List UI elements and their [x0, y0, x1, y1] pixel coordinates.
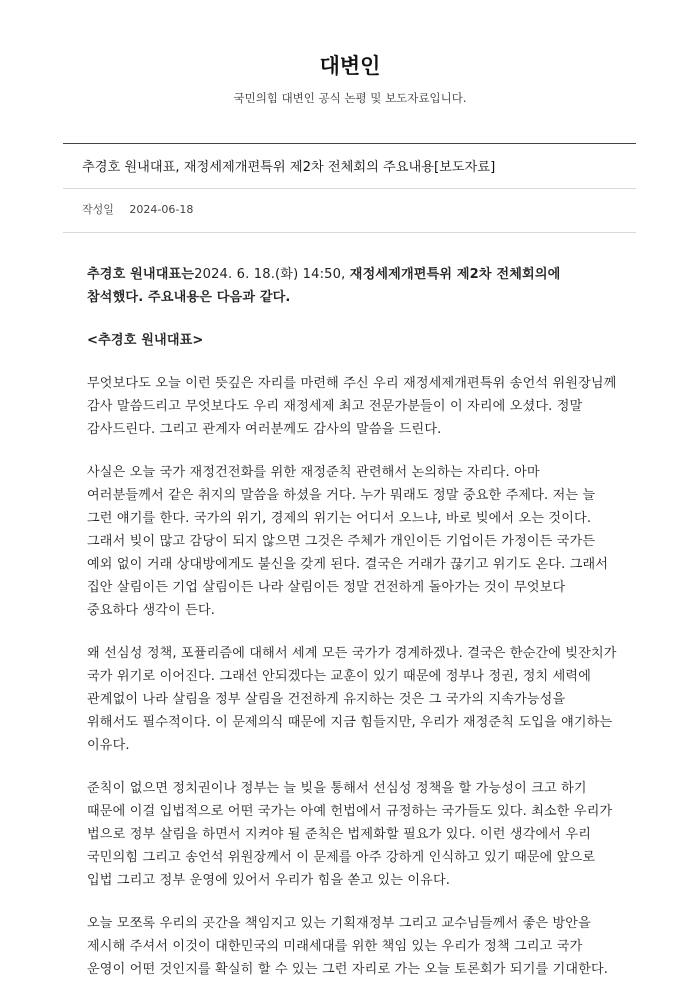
body-paragraph: 사실은 오늘 국가 재정건전화를 위한 재정준칙 관련해서 논의하는 자리다. 아마 여러분들께서 같은 취지의 말씀을 하셨을 거다. 누가 뭐래도 정말 중요한 주제다. 저는 늘 그런 얘기를 한다. 국가의 위기, 경제의 위기는 어디서 오느냐, 바로 빚에서 오는 것이다. 그래서 빚이 많고 감당이 되지 않으면 그것은 주체가 개인이든 기업이든 가정이든 국가든 예외 없이 거래 상대방에게도 불신을 갖게 된다. 결국은 거래가 끊기고 위기도 온다. 그래서 집안 살림이든 기업 살림이든 나라 살림이든 정말 건전하게 돌아가는 것이 무엇보다 중요하다 생각이 든다. [87, 465, 609, 618]
lead-paragraph [87, 263, 617, 309]
body-paragraph: 왜 선심성 정책, 포퓰리즘에 대해서 세계 모든 국가가 경계하겠나. 결국은 한순간에 빚잔치가 국가 위기로 이어진다. 그래선 안되겠다는 교훈이 있기 때문에 정부나 정권, 정치 세력에 관계없이 나라 살림을 정부 살림을 건전하게 유지하는 것은 그 국가의 지속가능성을 위해서도 필수적이다. 이 문제의식 때문에 지금 힘들지만, 우리가 재정준칙 도입을 얘기하는 이유다. [87, 646, 617, 753]
date-value: 2024-06-18 [129, 203, 194, 216]
article-meta [82, 202, 193, 218]
meta-divider [63, 232, 636, 233]
site-title[interactable]: 대변인 [319, 54, 381, 78]
lead-datetime: 2024. 6. 18.(화) 14:50, [194, 267, 350, 282]
header-divider [63, 143, 636, 144]
date-label: 작성일 [82, 203, 114, 216]
site-subtitle: 국민의힘 대변인 공식 논평 및 보도자료입니다. [233, 91, 467, 105]
title-divider [63, 188, 636, 189]
lead-subject: 추경호 원내대표는 [87, 267, 195, 282]
article-body [87, 263, 617, 1001]
body-paragraph: 준칙이 없으면 정치권이나 정부는 늘 빚을 통해서 선심성 정책을 할 가능성이 크고 하기 때문에 이걸 입법적으로 어떤 국가는 아예 헌법에서 규정하는 국가들도 있다. 최소한 우리가 법으로 정부 살림을 하면서 지켜야 될 준칙은 법제화할 필요가 있다. 이런 생각에서 우리 국민의힘 그리고 송언석 위원장께서 이 문제를 아주 강하게 인식하고 있기 때문에 앞으로 입법 그리고 정부 운영에 있어서 우리가 힘을 쏟고 있는 이유다. [87, 781, 613, 888]
section-heading: <추경호 원내대표> [87, 333, 204, 348]
body-paragraph: 무엇보다도 오늘 이런 뜻깊은 자리를 마련해 주신 우리 재정세제개편특위 송언석 위원장님께 감사 말씀드리고 무엇보다도 우리 재정세제 최고 전문가분들이 이 자리에 오셨다. 정말 감사드린다. 그리고 관계자 여러분께도 감사의 말씀을 드린다. [87, 376, 617, 437]
lead-event: 재정세제개편특위 제2차 전체회의에 참석했다. 주요내용은 다음과 같다. [87, 267, 561, 305]
article-title: 추경호 원내대표, 재정세제개편특위 제2차 전체회의 주요내용[보도자료] [82, 160, 496, 175]
body-paragraph: 오늘 모쪼록 우리의 곳간을 책임지고 있는 기획재정부 그리고 교수님들께서 좋은 방안을 제시해 주셔서 이것이 대한민국의 미래세대를 위한 책임 있는 우리가 정책 그리고 국가 운영이 어떤 것인지를 확실히 할 수 있는 그런 자리로 가는 오늘 토론회가 되기를 기대한다. [87, 916, 609, 977]
